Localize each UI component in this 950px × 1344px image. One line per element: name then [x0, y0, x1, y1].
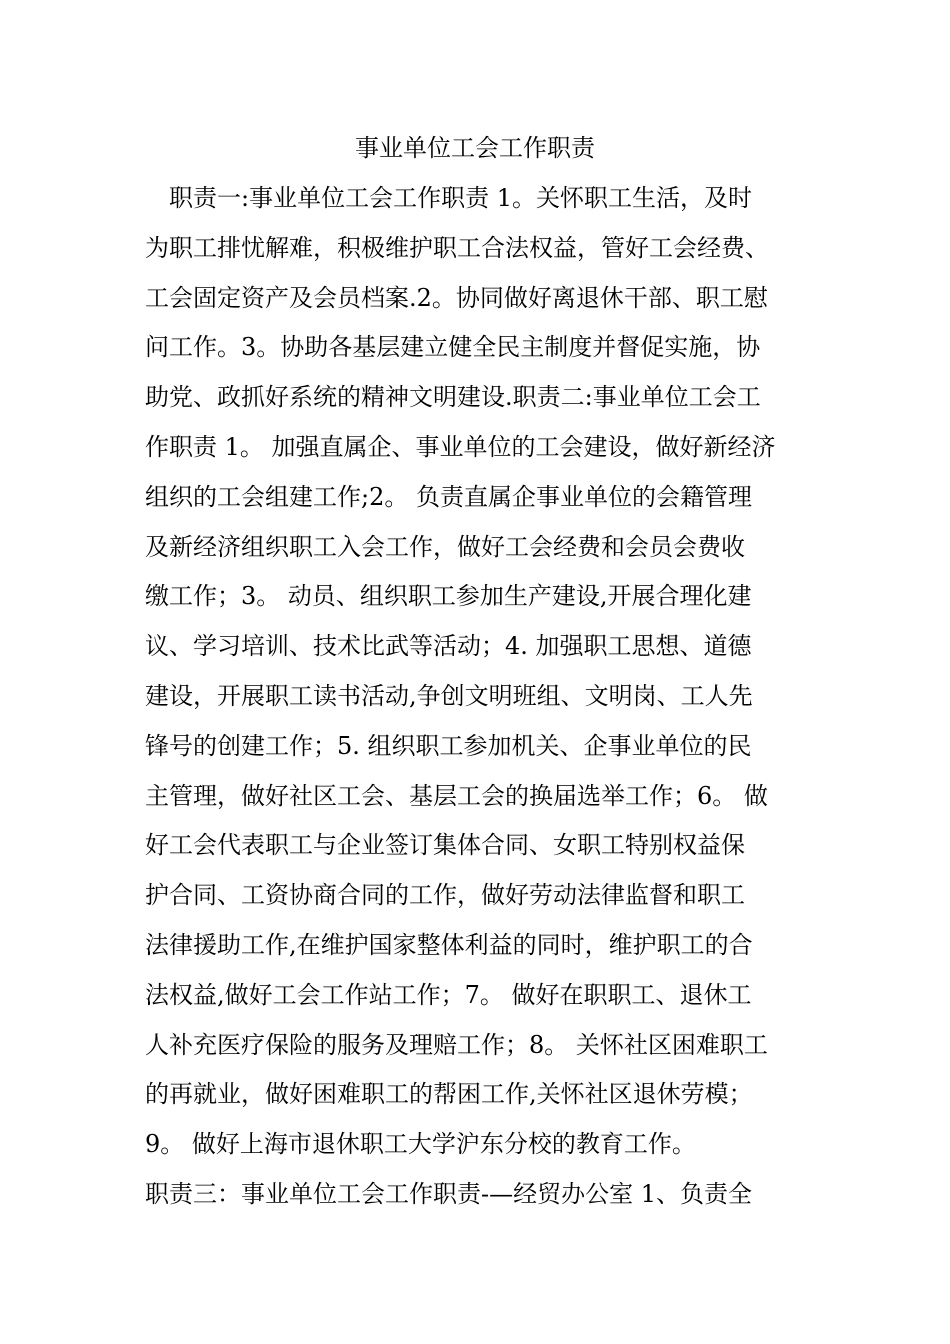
paragraph-line: 组织的工会组建工作;2。 负责直属企事业单位的会籍管理	[145, 482, 752, 511]
paragraph-line: 法权益,做好工会工作站工作；7。 做好在职职工、退休工	[145, 980, 752, 1009]
paragraph-line: 职责三：事业单位工会工作职责-—经贸办公室 1、负责全	[145, 1179, 753, 1208]
paragraph-line: 的再就业，做好困难职工的帮困工作,关怀社区退休劳模；	[145, 1080, 753, 1109]
document-title: 事业单位工会工作职责	[355, 134, 595, 162]
paragraph-line: 及新经济组织职工入会工作，做好工会经费和会员会费收	[145, 532, 745, 561]
paragraph-line: 锋号的创建工作；5. 组织职工参加机关、企事业单位的民	[145, 731, 752, 760]
paragraph-line: 护合同、工资协商合同的工作，做好劳动法律监督和职工	[145, 881, 745, 910]
paragraph-line: 法律援助工作,在维护国家整体利益的同时，维护职工的合	[145, 930, 753, 959]
document-body	[145, 176, 825, 1222]
paragraph-line: 作职责 1。 加强直属企、事业单位的工会建设，做好新经济	[145, 432, 776, 461]
paragraph-line: 9。 做好上海市退休职工大学沪东分校的教育工作。	[145, 1130, 696, 1159]
paragraph-line: 工会固定资产及会员档案.2。协同做好离退休干部、职工慰	[145, 283, 768, 312]
paragraph-line: 为职工排忧解难，积极维护职工合法权益，管好工会经费、	[145, 233, 769, 262]
paragraph-line: 助党、政抓好系统的精神文明建设.职责二:事业单位工会工	[145, 383, 761, 412]
paragraph-line: 议、学习培训、技术比武等活动；4. 加强职工思想、道德	[145, 632, 752, 661]
paragraph-line: 问工作。3。协助各基层建立健全民主制度并督促实施，协	[145, 333, 761, 362]
paragraph-line: 主管理，做好社区工会、基层工会的换届选举工作；6。 做	[145, 781, 768, 810]
paragraph-line: 好工会代表职工与企业签订集体合同、女职工特别权益保	[145, 831, 745, 860]
paragraph-line: 建设，开展职工读书活动,争创文明班组、文明岗、工人先	[145, 681, 753, 710]
paragraph-line: 人补充医疗保险的服务及理赔工作；8。 关怀社区困难职工	[145, 1030, 768, 1059]
paragraph-line: 缴工作；3。 动员、组织职工参加生产建设,开展合理化建	[145, 582, 752, 611]
paragraph-line: 职责一:事业单位工会工作职责 1。关怀职工生活，及时	[169, 184, 752, 212]
